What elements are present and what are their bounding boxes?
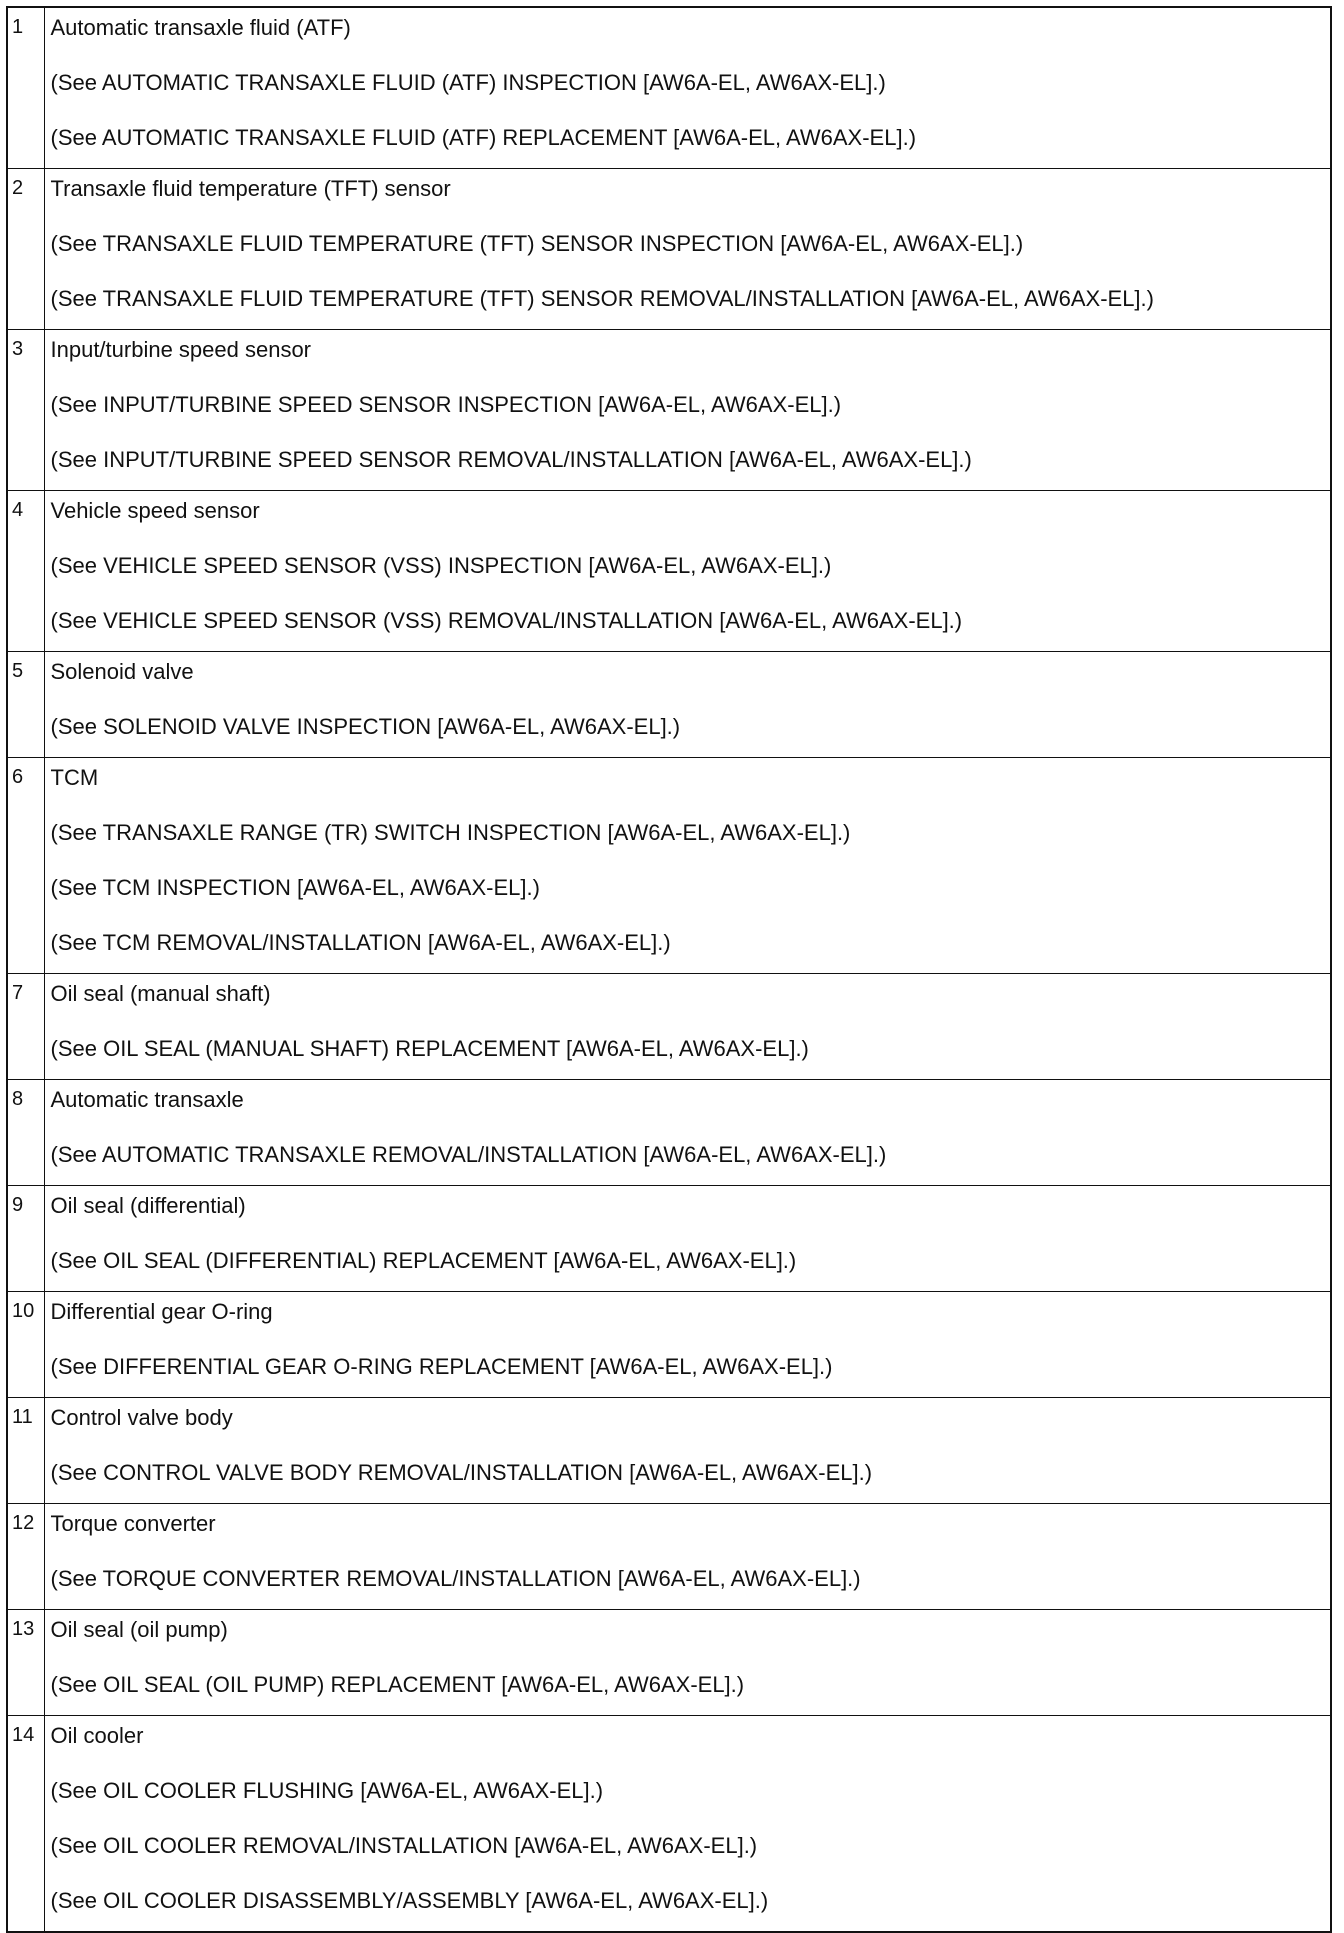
item-number: 3: [7, 330, 44, 491]
table-row: [7, 1186, 1331, 1292]
item-content: [44, 1504, 1331, 1610]
item-content: [44, 7, 1331, 169]
procedure-reference-link[interactable]: (See DIFFERENTIAL GEAR O-RING REPLACEMENT [AW6A-EL, AW6AX-EL].): [50, 1354, 833, 1379]
item-number: 10: [7, 1292, 44, 1398]
procedure-reference-link[interactable]: (See OIL COOLER FLUSHING [AW6A-EL, AW6AX-EL].): [50, 1778, 604, 1803]
component-name: Automatic transaxle fluid (ATF): [50, 15, 351, 40]
table-row: [7, 1398, 1331, 1504]
procedure-reference-link[interactable]: (See AUTOMATIC TRANSAXLE FLUID (ATF) INSPECTION [AW6A-EL, AW6AX-EL].): [50, 70, 886, 95]
item-number: 12: [7, 1504, 44, 1610]
item-content: [44, 758, 1331, 974]
procedure-reference-link[interactable]: (See OIL COOLER DISASSEMBLY/ASSEMBLY [AW6A-EL, AW6AX-EL].): [50, 1888, 769, 1913]
component-name: Oil cooler: [50, 1723, 144, 1748]
item-number: 8: [7, 1080, 44, 1186]
table-row: [7, 974, 1331, 1080]
table-row: [7, 491, 1331, 652]
item-content: [44, 1186, 1331, 1292]
item-number: 5: [7, 652, 44, 758]
component-name: Vehicle speed sensor: [50, 498, 260, 523]
table-row: [7, 758, 1331, 974]
component-name: Oil seal (manual shaft): [50, 981, 271, 1006]
procedure-reference-link[interactable]: (See CONTROL VALVE BODY REMOVAL/INSTALLATION [AW6A-EL, AW6AX-EL].): [50, 1460, 873, 1485]
procedure-reference-link[interactable]: (See SOLENOID VALVE INSPECTION [AW6A-EL, AW6AX-EL].): [50, 714, 681, 739]
procedure-reference-link[interactable]: (See TCM INSPECTION [AW6A-EL, AW6AX-EL].): [50, 875, 540, 900]
item-content: [44, 974, 1331, 1080]
procedure-reference-link[interactable]: (See OIL SEAL (DIFFERENTIAL) REPLACEMENT [AW6A-EL, AW6AX-EL].): [50, 1248, 797, 1273]
procedure-reference-link[interactable]: (See TRANSAXLE RANGE (TR) SWITCH INSPECTION [AW6A-EL, AW6AX-EL].): [50, 820, 851, 845]
component-name: TCM: [50, 765, 99, 790]
table-row: [7, 330, 1331, 491]
item-content: [44, 169, 1331, 330]
procedure-reference-link[interactable]: (See TCM REMOVAL/INSTALLATION [AW6A-EL, AW6AX-EL].): [50, 930, 671, 955]
procedure-reference-link[interactable]: (See AUTOMATIC TRANSAXLE FLUID (ATF) REPLACEMENT [AW6A-EL, AW6AX-EL].): [50, 125, 917, 150]
component-name: Oil seal (oil pump): [50, 1617, 228, 1642]
table-row: [7, 169, 1331, 330]
item-number: 4: [7, 491, 44, 652]
item-content: [44, 1610, 1331, 1716]
table-row: [7, 1292, 1331, 1398]
item-number: 13: [7, 1610, 44, 1716]
table-row: [7, 1610, 1331, 1716]
item-content: [44, 491, 1331, 652]
procedure-reference-link[interactable]: (See INPUT/TURBINE SPEED SENSOR INSPECTION [AW6A-EL, AW6AX-EL].): [50, 392, 842, 417]
item-number: 2: [7, 169, 44, 330]
component-name: Control valve body: [50, 1405, 233, 1430]
item-content: [44, 652, 1331, 758]
procedure-reference-link[interactable]: (See VEHICLE SPEED SENSOR (VSS) REMOVAL/INSTALLATION [AW6A-EL, AW6AX-EL].): [50, 608, 963, 633]
component-table: [6, 6, 1332, 1933]
item-number: 14: [7, 1716, 44, 1933]
procedure-reference-link[interactable]: (See AUTOMATIC TRANSAXLE REMOVAL/INSTALLATION [AW6A-EL, AW6AX-EL].): [50, 1142, 887, 1167]
component-name: Oil seal (differential): [50, 1193, 246, 1218]
table-row: [7, 1716, 1331, 1933]
component-name: Differential gear O-ring: [50, 1299, 273, 1324]
component-name: Torque converter: [50, 1511, 216, 1536]
component-name: Input/turbine speed sensor: [50, 337, 312, 362]
table-row: [7, 1080, 1331, 1186]
procedure-reference-link[interactable]: (See OIL SEAL (OIL PUMP) REPLACEMENT [AW6A-EL, AW6AX-EL].): [50, 1672, 745, 1697]
item-number: 1: [7, 7, 44, 169]
item-number: 11: [7, 1398, 44, 1504]
procedure-reference-link[interactable]: (See INPUT/TURBINE SPEED SENSOR REMOVAL/INSTALLATION [AW6A-EL, AW6AX-EL].): [50, 447, 972, 472]
item-content: [44, 330, 1331, 491]
procedure-reference-link[interactable]: (See OIL SEAL (MANUAL SHAFT) REPLACEMENT [AW6A-EL, AW6AX-EL].): [50, 1036, 809, 1061]
procedure-reference-link[interactable]: (See TRANSAXLE FLUID TEMPERATURE (TFT) SENSOR INSPECTION [AW6A-EL, AW6AX-EL].): [50, 231, 1024, 256]
procedure-reference-link[interactable]: (See OIL COOLER REMOVAL/INSTALLATION [AW6A-EL, AW6AX-EL].): [50, 1833, 758, 1858]
item-number: 6: [7, 758, 44, 974]
table-body: [7, 7, 1331, 1932]
item-content: [44, 1398, 1331, 1504]
item-content: [44, 1292, 1331, 1398]
item-content: [44, 1080, 1331, 1186]
procedure-reference-link[interactable]: (See TRANSAXLE FLUID TEMPERATURE (TFT) SENSOR REMOVAL/INSTALLATION [AW6A-EL, AW6AX-EL].): [50, 286, 1154, 311]
procedure-reference-link[interactable]: (See VEHICLE SPEED SENSOR (VSS) INSPECTION [AW6A-EL, AW6AX-EL].): [50, 553, 832, 578]
item-content: [44, 1716, 1331, 1933]
item-number: 9: [7, 1186, 44, 1292]
table-row: [7, 7, 1331, 169]
table-row: [7, 1504, 1331, 1610]
component-name: Solenoid valve: [50, 659, 194, 684]
procedure-reference-link[interactable]: (See TORQUE CONVERTER REMOVAL/INSTALLATION [AW6A-EL, AW6AX-EL].): [50, 1566, 861, 1591]
table-row: [7, 652, 1331, 758]
component-name: Transaxle fluid temperature (TFT) sensor: [50, 176, 451, 201]
component-name: Automatic transaxle: [50, 1087, 244, 1112]
item-number: 7: [7, 974, 44, 1080]
